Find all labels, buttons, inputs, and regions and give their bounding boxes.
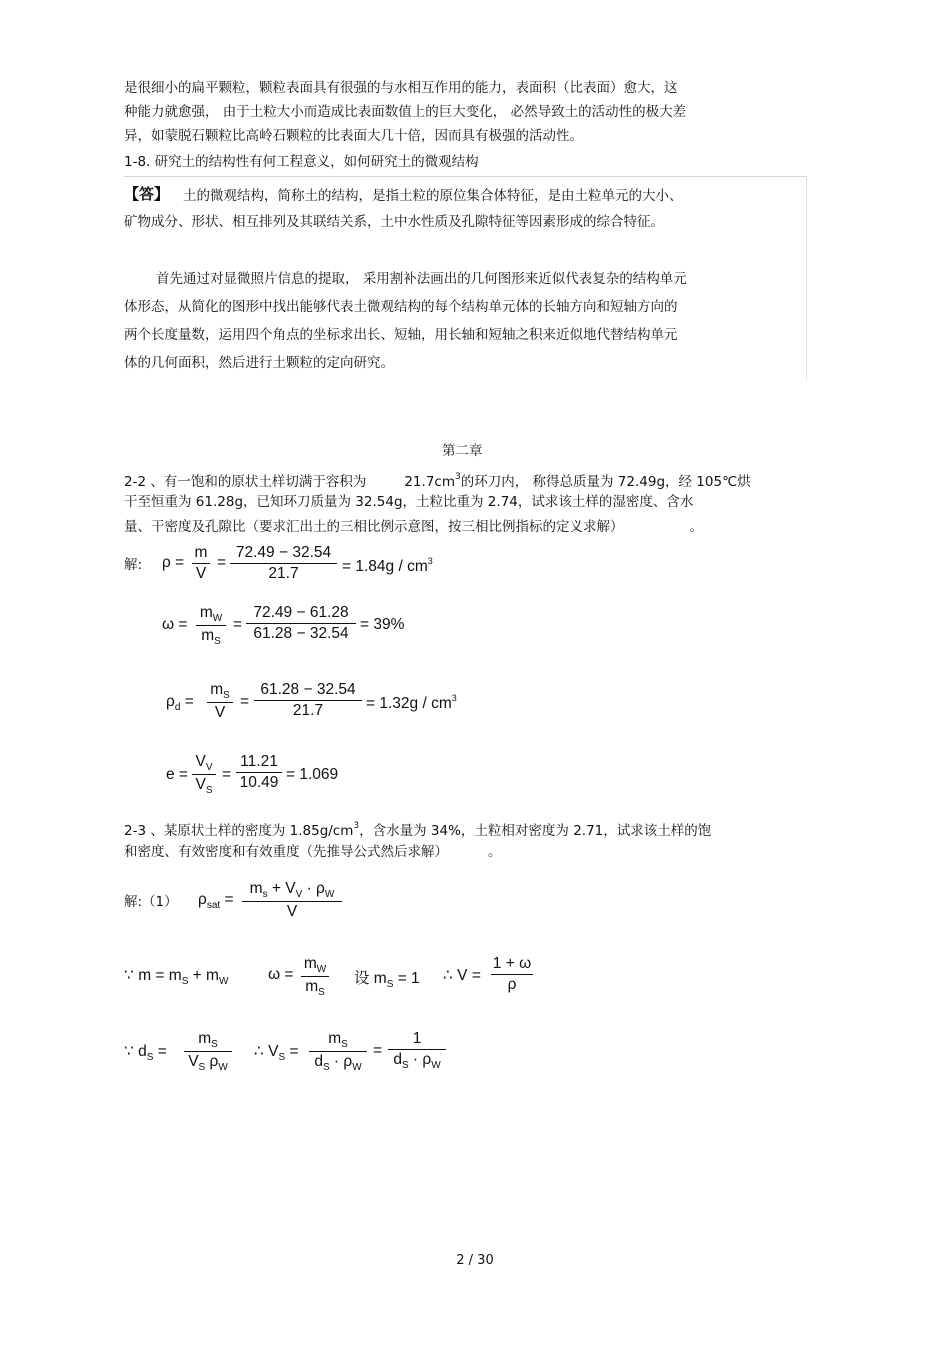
equals: = xyxy=(373,1042,383,1059)
q22-text: 2-2 、有一饱和的原状土样切满于容积为 xyxy=(124,474,367,490)
page-number: 2 / 30 xyxy=(456,1253,494,1268)
eq-sat-frac: $m_s + V_V \cdot \rho_W$ V xyxy=(242,880,342,921)
question-1-8: 1-8. 研究土的结构性有何工程意义，如何研究土的微观结构 xyxy=(124,154,479,170)
eq-rho-frac1 xyxy=(192,544,210,583)
eq-V-lhs: ∴ V = xyxy=(443,967,481,984)
eq-rho-lhs: ρ = xyxy=(162,554,185,571)
equals: = xyxy=(217,554,227,571)
equals: = xyxy=(222,766,232,783)
eq-omega2-lhs: ω = xyxy=(268,966,294,983)
paragraph-line: 种能力就愈强， 由于土粒大小而造成比表面数值上的巨大变化， 必然导致土的活动性的极大差 xyxy=(124,104,687,120)
eq-sat-lhs: $\rho_{sat}$ = xyxy=(198,891,234,911)
eq-rho-result: = $1.84g / cm^3$ xyxy=(342,556,433,575)
paragraph-line: 是很细小的扁平颗粒，颗粒表面具有很强的与水相互作用的能力，表面积（比表面）愈大，这 xyxy=(124,80,678,96)
eq-set: 设 $m_S = 1$ xyxy=(354,970,420,990)
q22-text: 的环刀内， 称得总质量为 72.49g，经 105℃烘 xyxy=(460,474,751,490)
solution-label-2: 解:（1） xyxy=(124,894,178,910)
eq-omega2-frac: $m_W$ $m_S$ xyxy=(301,955,329,998)
eq-rho-frac2 xyxy=(230,544,337,583)
answer-line: 土的微观结构，简称土的结构，是指土粒的原位集合体特征，是由土粒单元的大小、 xyxy=(183,188,683,204)
eq-Vs-frac2: 1 $d_S \cdot \rho_W$ xyxy=(388,1030,446,1071)
eq-V-frac: 1 + ω ρ xyxy=(492,955,532,993)
q22-volume: 21.7cm xyxy=(404,474,455,490)
frac-num: 72.49 − 32.54 xyxy=(235,544,332,561)
answer-line: 两个长度量数，运用四个角点的坐标求出长、短轴，用长轴和短轴之积来近似地代替结构单元 xyxy=(124,327,678,343)
question-2-3: 2-3 、某原状土样的密度为 $1.85g/cm^3$，含水量为 34%，土粒相对密度为 2.71，试求该土样的饱 xyxy=(124,821,712,839)
answer-line: 体的几何面积，然后进行土颗粒的定向研究。 xyxy=(124,355,394,371)
frac-den: 21.7 xyxy=(268,565,299,582)
eq-e-frac1: $V_V$ $V_S$ xyxy=(192,753,216,796)
answer-line: 首先通过对显微照片信息的提取， 采用割补法画出的几何图形来近似代表复杂的结构单元 xyxy=(156,271,687,287)
eq-e-frac2: 11.21 10.49 xyxy=(236,753,282,792)
question-2-2-line3 xyxy=(124,519,703,535)
eq-rhod-lhs: $\rho_d$ = xyxy=(166,693,194,713)
rho-symbol: ρ xyxy=(162,554,171,571)
eq-omega-frac2: 72.49 − 61.28 61.28 − 32.54 xyxy=(246,604,356,643)
eq-rhod-result: = $1.32g / cm^3$ xyxy=(366,693,457,712)
paragraph-line: 异，如蒙脱石颗粒比高岭石颗粒的比表面大几十倍，因而具有极强的活动性。 xyxy=(124,128,583,144)
eq-e-result: = 1.069 xyxy=(286,766,339,783)
eq-Vs-frac1: $m_S$ $d_S \cdot \rho_W$ xyxy=(309,1030,367,1073)
solution-label: 解: xyxy=(124,557,143,573)
frac-num: m xyxy=(194,544,208,561)
question-2-2-line2: 干至恒重为 61.28g，已知环刀质量为 32.54g，土粒比重为 2.74，试求该土样的湿密度、含水 xyxy=(124,494,694,510)
eq-omega-lhs: ω = xyxy=(162,616,188,633)
eq-omega-frac1: $m_W$ $m_S$ xyxy=(196,604,226,647)
answer-line: 体形态，从简化的图形中找出能够代表土微观结构的每个结构单元体的长轴方向和短轴方向的 xyxy=(124,299,678,315)
answer-tag: 【答】 xyxy=(124,185,170,203)
answer-line: 矿物成分、形状、相互排列及其联结关系，土中水性质及孔隙特征等因素形成的综合特征。 xyxy=(124,214,664,230)
eq-ds-lhs: ∵ $d_S$ = xyxy=(124,1043,167,1063)
question-2-3-line2: 和密度、有效密度和有效重度（先推导公式然后求解） 。 xyxy=(124,844,502,860)
eq-rhod-frac2: 61.28 − 32.54 21.7 xyxy=(254,681,362,720)
q22-text: 量、干密度及孔隙比（要求汇出土的三相比例示意图，按三相比例指标的定义求解） xyxy=(124,519,624,535)
q22-end: 。 xyxy=(689,519,703,535)
equals: = xyxy=(240,693,250,710)
eq-omega-result: = 39% xyxy=(360,616,405,633)
question-2-2 xyxy=(124,469,751,490)
equals: = xyxy=(233,616,243,633)
eq-m: ∵ $m = m_S + m_W$ xyxy=(124,967,229,987)
frac-den: V xyxy=(195,565,207,582)
eq-e-lhs: e = xyxy=(166,766,188,783)
eq-Vs-lhs: ∴ $V_S$ = xyxy=(254,1043,299,1063)
eq-ds-frac: $m_S$ $V_S$ $\rho_W$ xyxy=(184,1030,232,1073)
chapter-title: 第二章 xyxy=(442,443,483,459)
q22-sup: 3 xyxy=(454,472,461,482)
eq-rhod-frac1: $m_S$ V xyxy=(207,681,233,722)
